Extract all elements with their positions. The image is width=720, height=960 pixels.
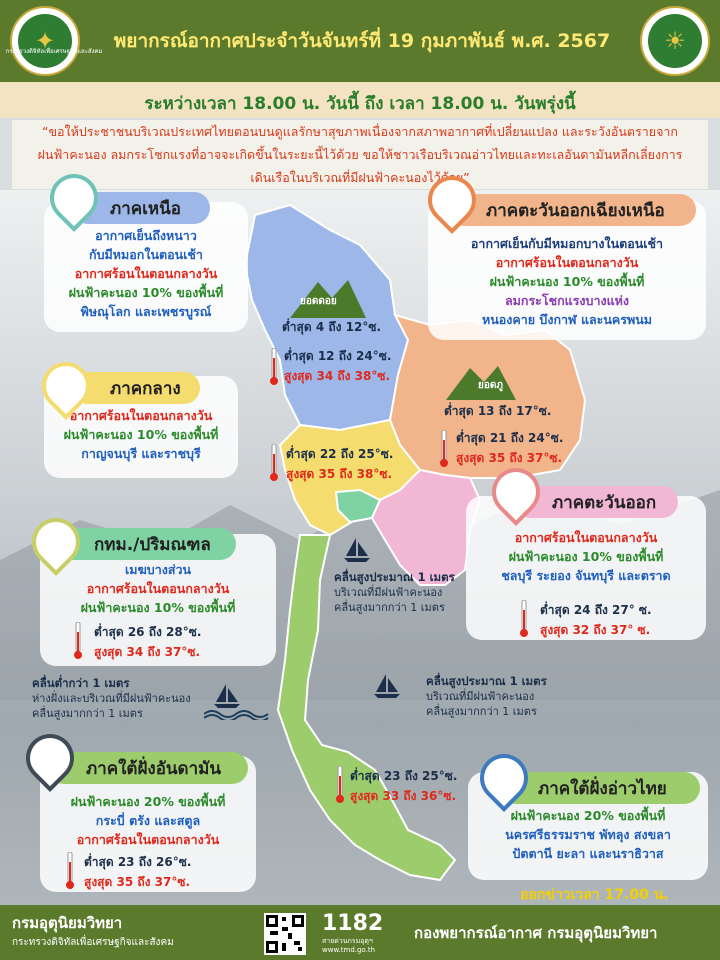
deity-icon: ☀ [648,14,702,68]
north-line: อากาศร้อนในตอนกลางวัน [74,266,218,281]
footer-bar [0,905,720,960]
sailboat-icon [342,536,372,564]
bangkok-temp-low: ต่ำสุด 26 ถึง 28°ซ. [94,625,202,639]
bangkok-temp [94,622,201,662]
sailboat-icon [372,672,402,700]
south-andaman-title: ภาคใต้ฝั่งอันดามัน [86,758,221,779]
footer-ministry: กระทรวงดิจิทัลเพื่อเศรษฐกิจและสังคม [12,937,174,948]
south-gulf-line: ฝนฟ้าคะนอง 20% ของพื้นที่ [510,808,666,823]
central-line: ฝนฟ้าคะนอง 10% ของพื้นที่ [63,427,219,442]
qr-code-icon[interactable] [264,913,306,955]
central-temp-high: สูงสุด 35 ถึง 38°ซ. [286,467,393,481]
east-title-pill [514,486,678,518]
north-line: ฝนฟ้าคะนอง 10% ของพื้นที่ [68,285,224,300]
east-line: ชลบุรี ระยอง จันทบุรี และตราด [501,568,671,583]
northeast-peak-temp: ต่ำสุด 13 ถึง 17°ซ. [444,404,552,418]
wave-gulf-lower-line: คลื่นสูงมากกว่า 1 เมตร [426,705,537,718]
central-temp [286,444,393,484]
thermometer-icon [520,600,528,638]
ministry-logo [10,6,80,76]
central-title: ภาคกลาง [110,378,181,399]
east-temp [540,600,652,640]
thermometer-icon [440,430,448,468]
north-temp [284,346,391,386]
northeast-temp [456,428,563,468]
hotline-website[interactable]: www.tmd.go.th [322,946,375,954]
wave-andaman-line: คลื่นสูงมากกว่า 1 เมตร [32,707,143,720]
northeast-line: หนองคาย บึงกาฬ และนครพนม [481,312,653,327]
forecast-period: ระหว่างเวลา 18.00 น. วันนี้ ถึง เวลา 18.00 น. วันพรุ่งนี้ [144,94,576,114]
north-peak-label: ยอดดอย [300,296,337,307]
bangkok-title-pill [56,528,236,560]
east-temp-high: สูงสุด 32 ถึง 37° ซ. [540,623,651,637]
north-temp-low: ต่ำสุด 12 ถึง 24°ซ. [284,349,392,363]
bangkok-line: อากาศร้อนในตอนกลางวัน [86,581,230,596]
northeast-temp-low: ต่ำสุด 21 ถึง 24°ซ. [456,431,564,445]
north-temp-high: สูงสุด 34 ถึง 38°ซ. [284,369,391,383]
south-gulf-temp-high: สูงสุด 33 ถึง 36°ซ. [350,789,457,803]
south-andaman-temp-low: ต่ำสุด 23 ถึง 26°ซ. [84,855,192,869]
south-gulf-temp-low: ต่ำสุด 23 ถึง 25°ซ. [350,769,458,783]
thermometer-icon [270,348,278,386]
wave-gulf-lower-title: คลื่นสูงประมาณ 1 เมตร [426,674,547,688]
footer-division: กองพยากรณ์อากาศ กรมอุตุนิยมวิทยา [414,924,658,942]
south-gulf-title: ภาคใต้ฝั่งอ่าวไทย [538,778,667,799]
south-gulf-line: ปัตตานี ยะลา และนราธิวาส [512,846,664,861]
wave-andaman-line: ห่างฝั่งและบริเวณที่มีฝนฟ้าคะนอง [32,692,191,705]
north-line: พิษณุโลก และเพชรบูรณ์ [80,304,212,319]
east-line: ฝนฟ้าคะนอง 10% ของพื้นที่ [508,549,664,564]
hotline-caption [322,937,375,955]
sailboat-icon [212,682,242,710]
south-gulf-title-pill [500,772,700,804]
northeast-line: อากาศร้อนในตอนกลางวัน [495,255,639,270]
advisory-line: เดินเรือในบริเวณที่มีฝนฟ้าคะนองไว้ด้วย” [250,170,470,185]
thermometer-icon [74,622,82,660]
south-andaman-title-pill [48,752,248,784]
wave-gulf-lower-line: บริเวณที่มีฝนฟ้าคะนอง [426,690,535,703]
central-line: กาญจนบุรี และราชบุรี [81,446,201,461]
footer-org: กรมอุตุนิยมวิทยา [12,914,123,932]
thermometer-icon [270,444,278,482]
north-line: กับมีหมอกในตอนเช้า [89,247,203,262]
advisory-text [12,120,708,189]
tmd-logo [640,6,710,76]
release-time: ออกข่าวเวลา 17.00 น. [520,887,669,903]
wave-gulf-upper-line: บริเวณที่มีฝนฟ้าคะนอง [334,586,443,599]
wave-andaman [32,676,191,721]
bangkok-title: กทม./ปริมณฑล [94,534,211,555]
bangkok-temp-high: สูงสุด 34 ถึง 37°ซ. [94,645,201,659]
northeast-line: ฝนฟ้าคะนอง 10% ของพื้นที่ [489,274,645,289]
northeast-peak-label: ยอดภู [478,380,503,391]
south-andaman-line: กระบี่ ตรัง และสตูล [95,813,201,828]
north-peak-temp: ต่ำสุด 4 ถึง 12°ซ. [282,320,382,334]
bangkok-line: ฝนฟ้าคะนอง 10% ของพื้นที่ [80,600,236,615]
wave-gulf-lower [426,674,547,719]
northeast-line: อากาศเย็นกับมีหมอกบางในตอนเช้า [470,236,664,251]
ministry-logo-caption: กระทรวงดิจิทัลเพื่อเศรษฐกิจและสังคม [5,48,103,55]
page-title: พยากรณ์อากาศประจำวันจันทร์ที่ 19 กุมภาพันธ์ พ.ศ. 2567 [113,30,611,52]
advisory-line: ฝนฟ้าคะนอง ลมกระโชกแรงที่อาจจะเกิดขึ้นในระยะนี้ไว้ด้วย ขอให้ชาวเรือบริเวณอ่าวไทยและทะเลอันดามันหลีกเลี่ยงการ [37,147,683,162]
thermometer-icon [66,852,74,890]
south-gulf-line: นครศรีธรรมราช พัทลุง สงขลา [505,827,671,842]
south-gulf-temp [350,766,457,806]
north-line: อากาศเย็นถึงหนาว [95,228,197,243]
south-andaman-line: ฝนฟ้าคะนอง 20% ของพื้นที่ [70,794,226,809]
northeast-title-pill [448,194,696,226]
garuda-icon: ✦ [18,14,72,68]
wave-gulf-upper-line: คลื่นสูงมากกว่า 1 เมตร [334,601,445,614]
bangkok-line: เมฆบางส่วน [124,562,192,577]
central-title-pill [72,372,200,404]
northeast-line: ลมกระโชกแรงบางแห่ง [505,293,629,308]
hotline-number: 1182 [322,911,384,936]
hotline-caption-line: สายด่วนกรมอุตุฯ [322,937,373,945]
east-title: ภาคตะวันออก [552,492,657,513]
wave-gulf-upper-title: คลื่นสูงประมาณ 1 เมตร [334,570,455,584]
south-andaman-temp [84,852,191,892]
central-temp-low: ต่ำสุด 22 ถึง 25°ซ. [286,447,394,461]
wave-gulf-upper [334,570,455,615]
east-temp-low: ต่ำสุด 24 ถึง 27° ซ. [540,603,652,617]
east-line: อากาศร้อนในตอนกลางวัน [514,530,658,545]
central-line: อากาศร้อนในตอนกลางวัน [69,408,213,423]
north-title: ภาคเหนือ [110,198,181,219]
south-andaman-temp-high: สูงสุด 35 ถึง 37°ซ. [84,875,191,889]
thermometer-icon [336,766,344,804]
wave-icon [204,708,274,720]
northeast-temp-high: สูงสุด 35 ถึง 37°ซ. [456,451,563,465]
wave-andaman-title: คลื่นต่ำกว่า 1 เมตร [32,676,130,690]
northeast-title: ภาคตะวันออกเฉียงเหนือ [486,200,665,221]
south-andaman-line: อากาศร้อนในตอนกลางวัน [76,832,220,847]
advisory-line: “ขอให้ประชาชนบริเวณประเทศไทยตอนบนดูแลรักษาสุขภาพเนื่องจากสภาพอากาศที่เปลี่ยนแปลง และระวังอันตรายจาก [42,124,678,139]
